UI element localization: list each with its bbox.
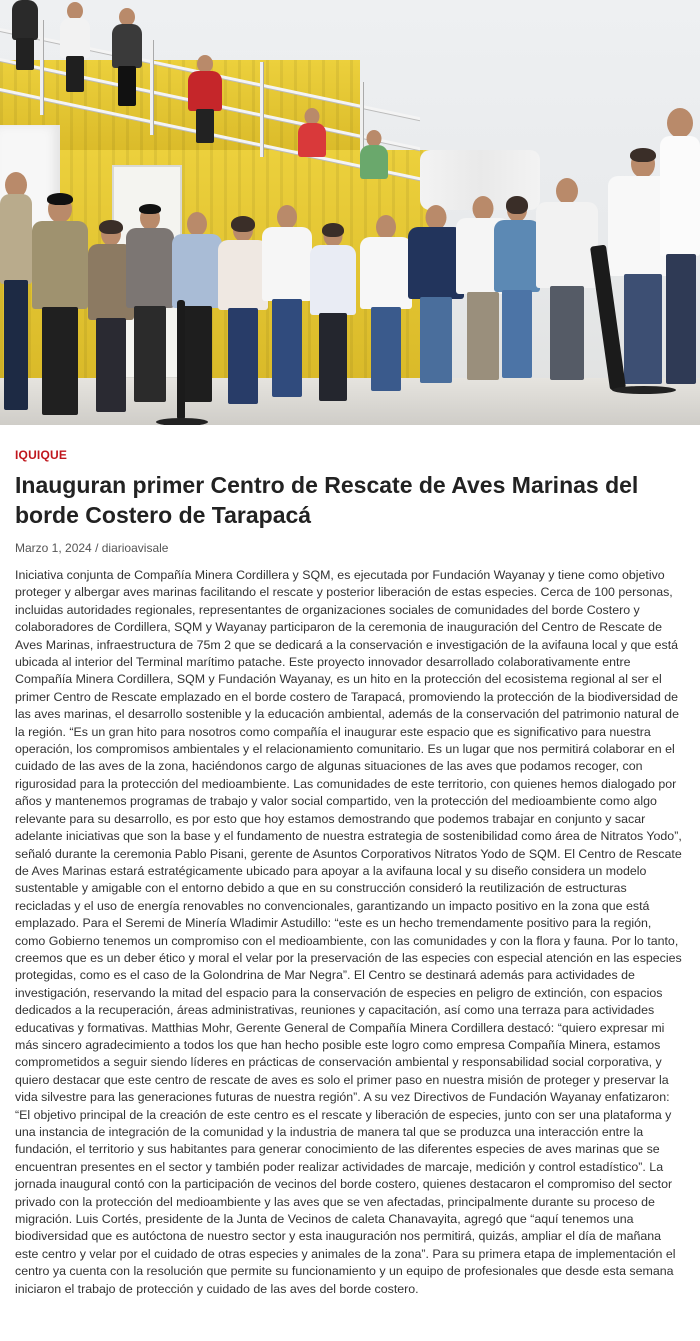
person (112, 8, 142, 108)
person (360, 215, 412, 390)
person (0, 172, 32, 412)
article-meta (15, 541, 168, 555)
person (188, 55, 222, 145)
section-tag[interactable]: IQUIQUE (15, 448, 68, 462)
person (536, 178, 598, 382)
person (60, 2, 90, 92)
person (218, 218, 268, 404)
person (12, 0, 38, 70)
person (298, 108, 326, 178)
article-date: Marzo 1, 2024 (15, 541, 92, 555)
hero-photo (0, 0, 700, 425)
article-title: Inauguran primer Centro de Rescate de Aves Marinas del borde Costero de Tarapacá (15, 472, 639, 528)
person (126, 206, 174, 406)
article-author[interactable]: diarioavisale (101, 541, 169, 555)
person (360, 130, 388, 190)
person (660, 108, 700, 386)
meta-separator: / (95, 541, 99, 555)
ribbon-stand (177, 300, 185, 420)
person (494, 198, 540, 380)
person (32, 195, 88, 415)
article-body: Iniciativa conjunta de Compañía Minera Cordillera y SQM, es ejecutada por Fundación Wayanay y tiene como objetivo proteger y albergar aves marinas facilitando el rescate y posterior liberación de estas especies. Cerca de 100 personas, incluidas autoridades regionales, representantes de organizaciones sociales de comunidades del borde Costero y colaboradores de Cordillera, SQM y Wayanay participaron de la ceremonia de inauguración del Centro de Rescate de Aves Marinas, infraestructura de 75m 2 que se dedicará a la conservación e investigación de la avifauna local y que está ubicada al interior del Terminal marítimo patache. Este proyecto innovador desarrollado colaborativamente entre Compañía Minera Cordillera, SQM y Fundación Wayanay, es un hito en la protección del ecosistema regional al ser el primer Centro de Rescate emplazado en el borde costero de Tarapacá, promoviendo la protección de la biodiversidad de las aves marinas, el desarrollo sostenible y la educación ambiental, además de la conservación del patrimonio natural de la región. “Es un gran hito para nosotros como compañía el inaugurar este espacio que es significativo para nuestra operación, los compromisos ambientales y el relacionamiento comunitario. Es un lugar que nos permitirá colaborar en el cuidado de las aves de la zona, haciéndonos cargo de algunas situaciones de las aves que podamos recoger, con rigurosidad para la protección del medioambiente. Las comunidades de este territorio, con quienes hemos dialogado por años y mantenemos programas de trabajo y valor social compartido, ven la protección del medioambiente como algo relevante para su desarrollo, es por esto que hoy estamos demostrando que podemos trabajar en conjunto y sacar adelante iniciativas que son la base y el fundamento de nuestra estrategia de sostenibilidad como área de Nitratos Yodo”, señaló durante la ceremonia Pablo Pisani, gerente de Asuntos Corporativos Nitratos Yodo de SQM. El Centro de Rescate de Aves Marinas estará estratégicamente ubicado para apoyar a la avifauna local y su diseño considera un modelo sustentable y amigable con el entorno debido a que en su construcción consideró la reutilización de estructuras recicladas y el uso de energía renovables no convencionales, garantizando un impacto positivo en la zona que está emplazado. Para el Seremi de Minería Wladimir Astudillo: “este es un hecho tremendamente positivo para la región, como Gobierno tenemos un compromiso con el medioambiente, con las comunidades y con la flora y fauna. Por lo tanto, creemos que es un deber ético y moral el velar por la preservación de las especies con especial atención en las especies protegidas, como es el caso de la Golondrina de Mar Negra”. El Centro se destinará además para actividades de investigación, reservando la mitad del espacio para la conservación de especies en peligro de extinción, con espacios dedicados a la recuperación, áreas administrativas, reuniones y capacitación, así como una terraza para actividades educativas y formativas. Matthias Mohr, Gerente General de Compañía Minera Cordillera destacó: “quiero expresar mi más sincero agradecimiento a todos los que han hecho posible este logro como empresa Compañía Minera, estamos comprometidos a seguir siendo líderes en prácticas de conservación ambiental y responsabilidad social corporativa, y quiero destacar que este centro de rescate de aves es solo el primer paso en nuestra misión de proteger y preservar la vida silvestre para las generaciones futuras de nuestra región”. A su vez Directivos de Fundación Wayanay enfatizaron: “El objetivo principal de la creación de este centro es el rescate y liberación de especies, junto con ser una plataforma y una instancia de integración de la comunidad y la industria de manera tal que se produzca una interacción entre la fundación, el territorio y sus habitantes para generar conocimiento de las diferentes especies de aves marinas que se encuentran presentes en el sector y también poder realizar actividades de marcaje, medición y control estadístico”. La jornada inaugural contó con la participación de vecinos del borde costero, quienes destacaron el compromiso del sector privado con la protección del medioambiente y las aves que se ven afectadas, principalmente durante su proceso de migración. Luis Cortés, presidente de la Junta de Vecinos de caleta Chanavayita, agregó que “aquí tenemos una biodiversidad que es autóctona de nuestro sector y esta inauguración nos permitirá, quizás, ampliar el día de mañana este centro y velar por el cuidado de otras especies y animales de la zona”. Para su primera etapa de implementación el centro ya cuenta con la resolución que permite su funcionamiento y un equipo de profesionales que desde esta semana iniciaron el trabajo de protección y cuidado de las aves del borde costero. (15, 568, 682, 1296)
person (310, 225, 356, 400)
person (262, 205, 312, 400)
